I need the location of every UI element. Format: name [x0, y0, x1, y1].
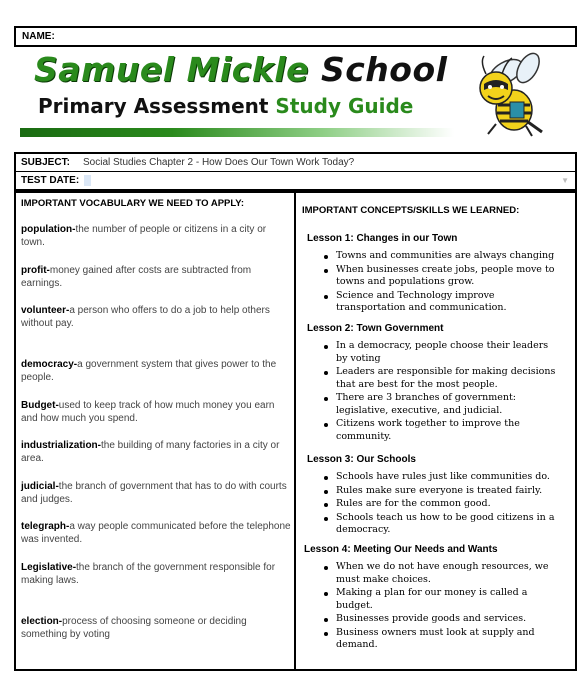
list-item: Rules are for the common good.: [322, 498, 558, 511]
school-title-green: Samuel Mickle: [34, 50, 309, 89]
lesson-4-bullets: [322, 561, 558, 653]
vocabulary-heading: IMPORTANT VOCABULARY WE NEED TO APPLY:: [21, 198, 245, 209]
concepts-heading: IMPORTANT CONCEPTS/SKILLS WE LEARNED:: [302, 205, 520, 216]
list-item: Citizens work together to improve the community.: [322, 418, 558, 443]
test-date-field[interactable]: [84, 175, 91, 186]
vocab-term: profit-: [21, 265, 50, 276]
vocab-definition: process of choosing someone or deciding something by voting: [21, 616, 247, 640]
vocab-definition: money gained after costs are subtracted from earnings.: [21, 265, 252, 289]
list-item: Businesses provide goods and services.: [322, 613, 558, 626]
vocab-definition: a way people communicated before the telephone was invented.: [21, 521, 291, 545]
vocab-item-democracy: [21, 358, 291, 384]
vocab-term: election-: [21, 616, 63, 627]
list-item: Making a plan for our money is called a budget.: [322, 587, 558, 612]
header-divider-bar: [20, 128, 454, 137]
test-date-row: [16, 171, 575, 188]
vocab-term: telegraph-: [21, 521, 70, 532]
vocab-definition: the building of many factories in a city or area.: [21, 440, 280, 464]
lesson-2-bullets: [322, 340, 558, 444]
vocabulary-column: [16, 193, 296, 669]
study-content: [14, 191, 577, 671]
vocab-definition: a government system that gives power to the people.: [21, 359, 277, 383]
name-label: NAME:: [22, 31, 55, 42]
lesson-1-title: Lesson 1: Changes in our Town: [307, 233, 458, 244]
lesson-3-bullets: [322, 471, 558, 538]
info-table: [14, 152, 577, 191]
header-banner: [14, 50, 577, 142]
lesson-4-title: Lesson 4: Meeting Our Needs and Wants: [304, 544, 498, 555]
list-item: When we do not have enough resources, we must make choices.: [322, 561, 558, 586]
list-item: There are 3 branches of government: legislative, executive, and judicial.: [322, 392, 558, 417]
lesson-1-bullets: [322, 250, 558, 316]
lesson-3-title: Lesson 3: Our Schools: [307, 454, 416, 465]
subject-label: SUBJECT:: [21, 157, 70, 168]
vocab-term: democracy-: [21, 359, 78, 370]
list-item: Schools teach us how to be good citizens in a democracy.: [322, 512, 558, 537]
list-item: Towns and communities are always changing: [322, 250, 558, 263]
vocab-definition: the branch of government that has to do with courts and judges.: [21, 481, 287, 505]
list-item: Schools have rules just like communities do.: [322, 471, 558, 484]
concepts-column: [296, 193, 575, 669]
list-item: When businesses create jobs, people move to towns and populations grow.: [322, 264, 558, 289]
vocab-item-election: [21, 615, 291, 641]
vocab-item-industrialization: [21, 439, 291, 465]
vocab-item-telegraph: [21, 520, 291, 546]
subtitle-dark: Primary Assessment: [38, 94, 269, 118]
school-title-dark: School: [320, 50, 448, 89]
vocab-item-budget: [21, 399, 291, 425]
vocab-item-profit: [21, 264, 291, 290]
list-item: Science and Technology improve transportation and communication.: [322, 290, 558, 315]
name-field[interactable]: [14, 26, 577, 47]
list-item: Rules make sure everyone is treated fairly.: [322, 485, 558, 498]
vocab-item-volunteer: [21, 304, 291, 330]
school-title: [34, 50, 447, 89]
vocab-item-judicial: [21, 480, 291, 506]
vocab-term: judicial-: [21, 481, 59, 492]
vocab-item-population: [21, 223, 291, 249]
vocab-term: population-: [21, 224, 76, 235]
lesson-2-title: Lesson 2: Town Government: [307, 323, 444, 334]
vocab-definition: the number of people or citizens in a city or town.: [21, 224, 267, 248]
vocab-item-legislative: [21, 561, 291, 587]
list-item: Leaders are responsible for making decisions that are best for the most people.: [322, 366, 558, 391]
vocab-definition: a person who offers to do a job to help others without pay.: [21, 305, 270, 329]
list-item: Business owners must look at supply and demand.: [322, 627, 558, 652]
dropdown-arrow-icon[interactable]: ▼: [561, 176, 569, 185]
vocab-term: Legislative-: [21, 562, 77, 573]
vocab-term: Budget-: [21, 400, 59, 411]
vocab-definition: used to keep track of how much money you earn and how much you spend.: [21, 400, 275, 424]
guide-subtitle: [38, 94, 413, 118]
list-item: In a democracy, people choose their leaders by voting: [322, 340, 558, 365]
vocab-term: industrialization-: [21, 440, 101, 451]
subject-row: [16, 154, 575, 171]
test-date-label: TEST DATE:: [21, 174, 80, 186]
subtitle-green: Study Guide: [275, 94, 414, 118]
subject-value: Social Studies Chapter 2 - How Does Our Town Work Today?: [83, 157, 355, 168]
vocab-definition: the branch of the government responsible for making laws.: [21, 562, 276, 586]
hornet-mascot-icon: [466, 50, 566, 140]
vocab-term: volunteer-: [21, 305, 70, 316]
